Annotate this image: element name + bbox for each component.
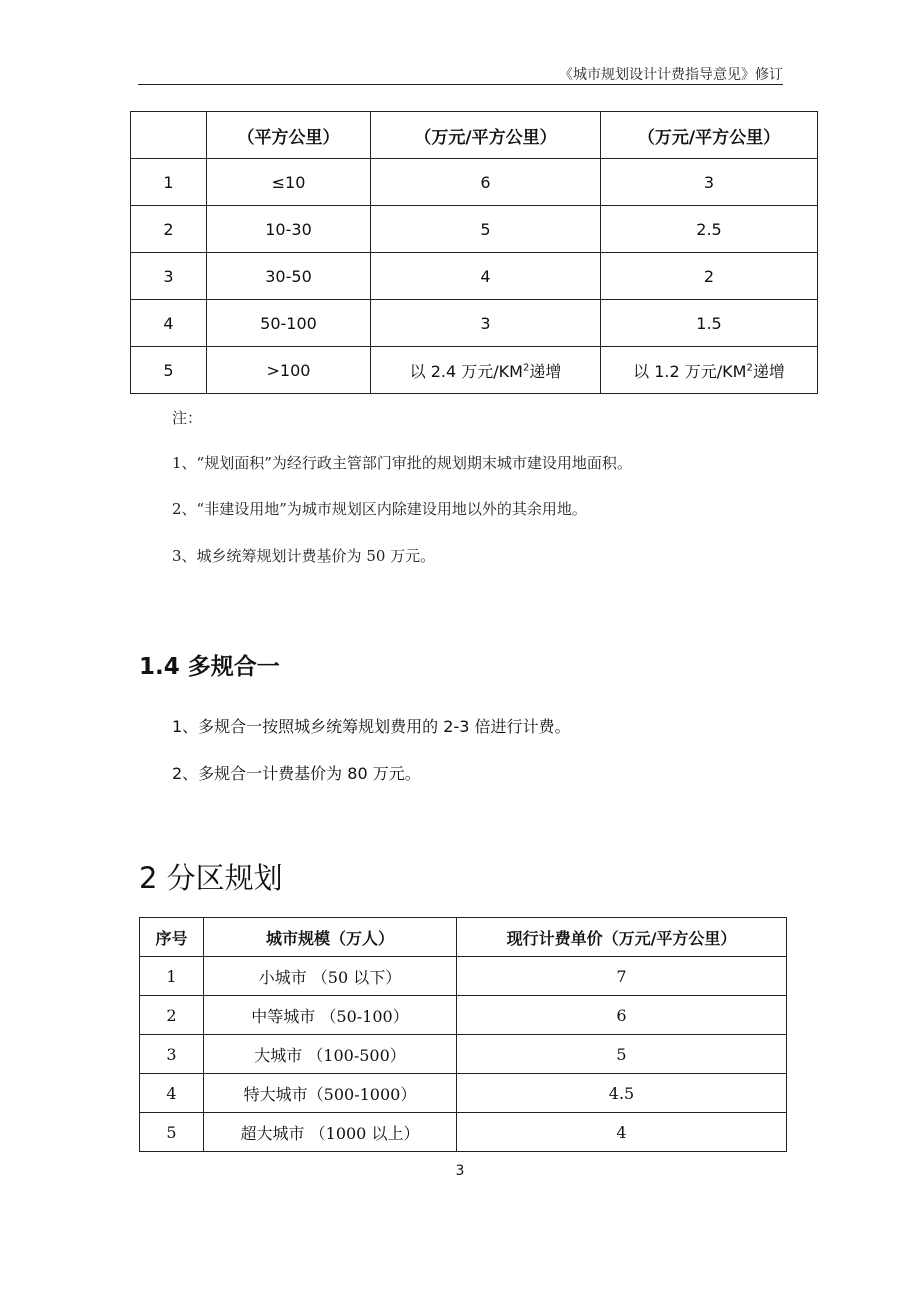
table-cell xyxy=(601,347,818,394)
table-cell: 3 xyxy=(140,1035,204,1074)
table-cell: 1 xyxy=(140,957,204,996)
section-heading: 1.4 多规合一 xyxy=(139,654,280,680)
cell-suffix: 递增 xyxy=(752,361,785,381)
table-cell: 5 xyxy=(371,206,601,253)
note-item: 1、“规划面积”为经行政主管部门审批的规划期末城市建设用地面积。 xyxy=(172,454,632,472)
note-item: 3、城乡统筹规划计费基价为 50 万元。 xyxy=(172,547,436,565)
table-cell xyxy=(371,347,601,394)
table-cell: 7 xyxy=(457,957,787,996)
table-header-cell: 序号 xyxy=(140,918,204,957)
table-cell: 50-100 xyxy=(207,300,371,347)
note-label: 注： xyxy=(172,409,203,427)
cell-text: 以 1.2 万元/KM xyxy=(633,361,747,381)
table-cell: 超大城市 （1000 以上） xyxy=(204,1113,457,1152)
list-item: 2、多规合一计费基价为 80 万元。 xyxy=(172,764,421,783)
table-cell: 6 xyxy=(457,996,787,1035)
page-number: 3 xyxy=(455,1163,465,1179)
table-header-cell: 现行计费单价（万元/平方公里） xyxy=(457,918,787,957)
table-row xyxy=(140,1035,787,1074)
table-cell: >100 xyxy=(207,347,371,394)
table-cell: 4.5 xyxy=(457,1074,787,1113)
superscript: 2 xyxy=(522,362,530,374)
cell-text: 以 2.4 万元/KM xyxy=(409,361,523,381)
table-cell: 小城市 （50 以下） xyxy=(204,957,457,996)
table-cell: 2.5 xyxy=(601,206,818,253)
superscript: 2 xyxy=(746,362,753,374)
table-cell: 4 xyxy=(140,1074,204,1113)
table-header-cell xyxy=(131,112,207,159)
table-cell: 特大城市（500-1000） xyxy=(204,1074,457,1113)
table-cell: 2 xyxy=(140,996,204,1035)
table-row xyxy=(131,206,818,253)
table-cell: 3 xyxy=(601,159,818,206)
cell-suffix: 递增 xyxy=(529,361,562,381)
table-header-row xyxy=(140,918,787,957)
table-cell: 5 xyxy=(140,1113,204,1152)
table-cell: 10-30 xyxy=(207,206,371,253)
fee-table-area xyxy=(130,111,818,394)
district-fee-table xyxy=(139,917,787,1152)
table-header-cell: 城市规模（万人） xyxy=(204,918,457,957)
table-cell: ≤10 xyxy=(207,159,371,206)
table-row xyxy=(131,253,818,300)
table-cell: 3 xyxy=(371,300,601,347)
table-cell: 5 xyxy=(131,347,207,394)
table-row xyxy=(131,300,818,347)
table-cell: 大城市 （100-500） xyxy=(204,1035,457,1074)
table-cell: 4 xyxy=(371,253,601,300)
note-item: 2、“非建设用地”为城市规划区内除建设用地以外的其余用地。 xyxy=(172,500,587,518)
table-cell: 2 xyxy=(601,253,818,300)
table-cell: 4 xyxy=(131,300,207,347)
table-row xyxy=(140,957,787,996)
table-row xyxy=(131,159,818,206)
table-cell: 2 xyxy=(131,206,207,253)
table-header-row xyxy=(131,112,818,159)
table-cell: 3 xyxy=(131,253,207,300)
table-cell: 4 xyxy=(457,1113,787,1152)
header-title: 《城市规划设计计费指导意见》修订 xyxy=(559,67,783,83)
table-cell: 30-50 xyxy=(207,253,371,300)
table-cell: 6 xyxy=(371,159,601,206)
table-header-cell: （万元/平方公里） xyxy=(601,112,818,159)
section-heading: 2 分区规划 xyxy=(139,861,283,895)
list-item: 1、多规合一按照城乡统筹规划费用的 2-3 倍进行计费。 xyxy=(172,717,571,736)
table-cell: 中等城市 （50-100） xyxy=(204,996,457,1035)
table-cell: 1 xyxy=(131,159,207,206)
table-cell: 1.5 xyxy=(601,300,818,347)
table-header-cell: （平方公里） xyxy=(207,112,371,159)
table-cell: 5 xyxy=(457,1035,787,1074)
table-header-cell: （万元/平方公里） xyxy=(371,112,601,159)
table-row xyxy=(131,347,818,394)
table-row xyxy=(140,1074,787,1113)
page-header xyxy=(138,62,783,85)
table-row xyxy=(140,996,787,1035)
table-row xyxy=(140,1113,787,1152)
